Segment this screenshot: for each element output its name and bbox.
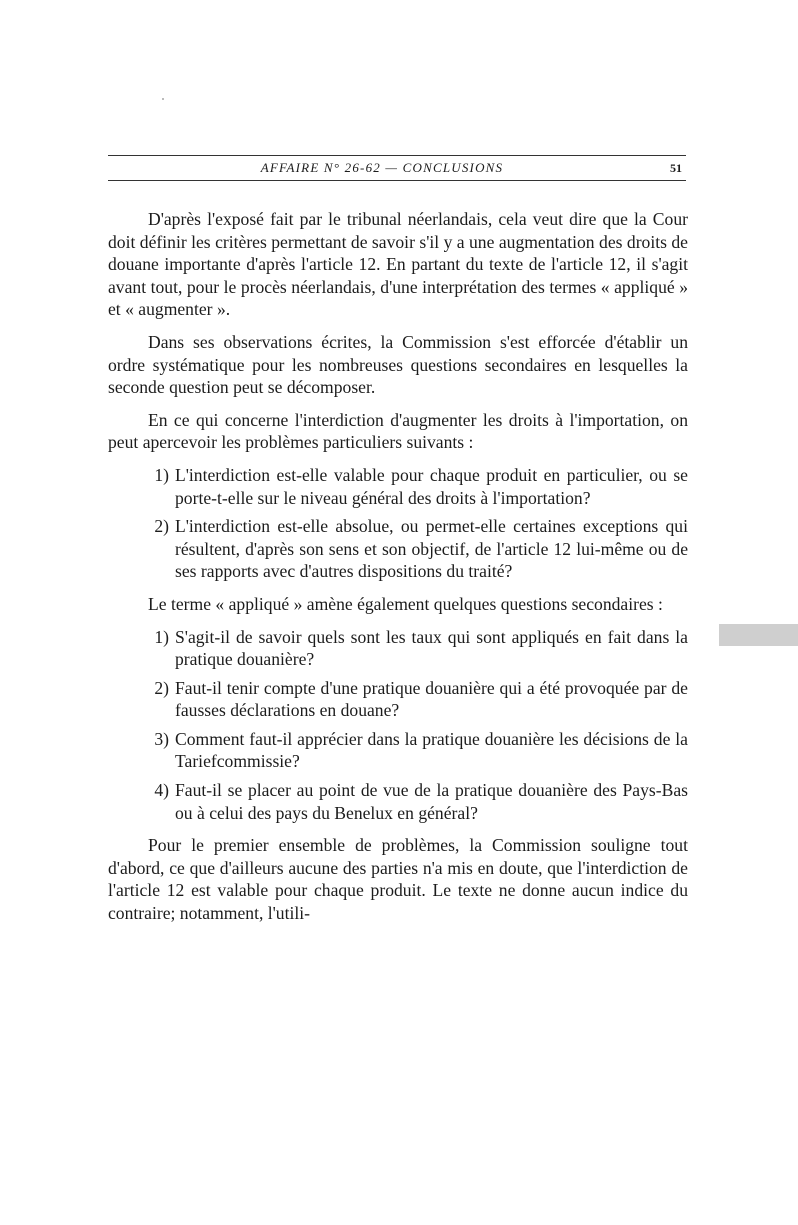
list-item-text: Faut-il se placer au point de vue de la pratique douanière des Pays-Bas ou à celui des pays du Benelux en général?	[175, 780, 688, 823]
list-item-text: S'agit-il de savoir quels sont les taux qui sont appliqués en fait dans la pratique douanière?	[175, 626, 688, 670]
list-item-number: 2)	[154, 516, 169, 537]
list-item-number: 2)	[154, 677, 169, 698]
list-item-number: 1)	[154, 626, 169, 647]
paragraph-1: D'après l'exposé fait par le tribunal néerlandais, cela veut dire que la Cour doit définir les critères permettant de savoir s'il y a une augmentation des droits de douane importante d'après l'article 12. En partant du texte de l'article 12, il s'agit avant tout, pour le procès néerlandais, d'une interprétation des termes « appliqué » et « augmenter ».	[108, 209, 688, 320]
body-text	[108, 208, 688, 935]
page-header	[108, 155, 686, 181]
scan-speck	[162, 98, 164, 100]
paragraph-2: Dans ses observations écrites, la Commission s'est efforcée d'établir un ordre systématique pour les nombreuses questions secondaires en lesquelles la seconde question peut se décomposer.	[108, 331, 688, 398]
list-item-text: Comment faut-il apprécier dans la pratique douanière les décisions de la Tariefcommissie?	[175, 728, 688, 772]
header-bottom-rule	[108, 180, 686, 181]
running-head-title: AFFAIRE N° 26-62 — CONCLUSIONS	[260, 160, 504, 175]
running-head	[108, 156, 686, 180]
paragraph-3: En ce qui concerne l'interdiction d'augmenter les droits à l'importation, on peut apercevoir les problèmes particuliers suivants :	[108, 409, 688, 453]
list-item-text: Faut-il tenir compte d'une pratique douanière qui a été provoquée par de fausses déclarations en douane?	[175, 677, 688, 721]
list-item	[108, 677, 688, 722]
list-item-text: L'interdiction est-elle absolue, ou permet-elle certaines exceptions qui résultent, d'après son sens et son objectif, de l'article 12 lui-même ou de ses rapports avec d'autres dispositions du traité?	[175, 516, 688, 582]
paragraph-4: Le terme « appliqué » amène également quelques questions secondaires :	[148, 593, 663, 614]
list-item-number: 4)	[154, 780, 169, 801]
paragraph-5: Pour le premier ensemble de problèmes, la Commission souligne tout d'abord, ce que d'ailleurs aucune des parties n'a mis en doute, que l'interdiction de l'article 12 est valable pour chaque produit. Le texte ne donne aucun indice du contraire; notamment, l'utili-	[108, 835, 688, 924]
page-number: 51	[670, 161, 682, 175]
list-item	[108, 515, 688, 583]
margin-thumb-tab	[719, 624, 798, 646]
problem-list	[108, 464, 688, 583]
list-item	[108, 626, 688, 671]
list-item-text: L'interdiction est-elle valable pour chaque produit en particulier, ou se porte-t-elle sur le niveau général des droits à l'importation?	[175, 464, 688, 508]
list-item-number: 1)	[154, 464, 169, 485]
list-item	[108, 728, 688, 773]
question-list	[108, 626, 688, 825]
list-item	[108, 464, 688, 509]
list-item	[108, 779, 688, 824]
list-item-number: 3)	[154, 728, 169, 749]
